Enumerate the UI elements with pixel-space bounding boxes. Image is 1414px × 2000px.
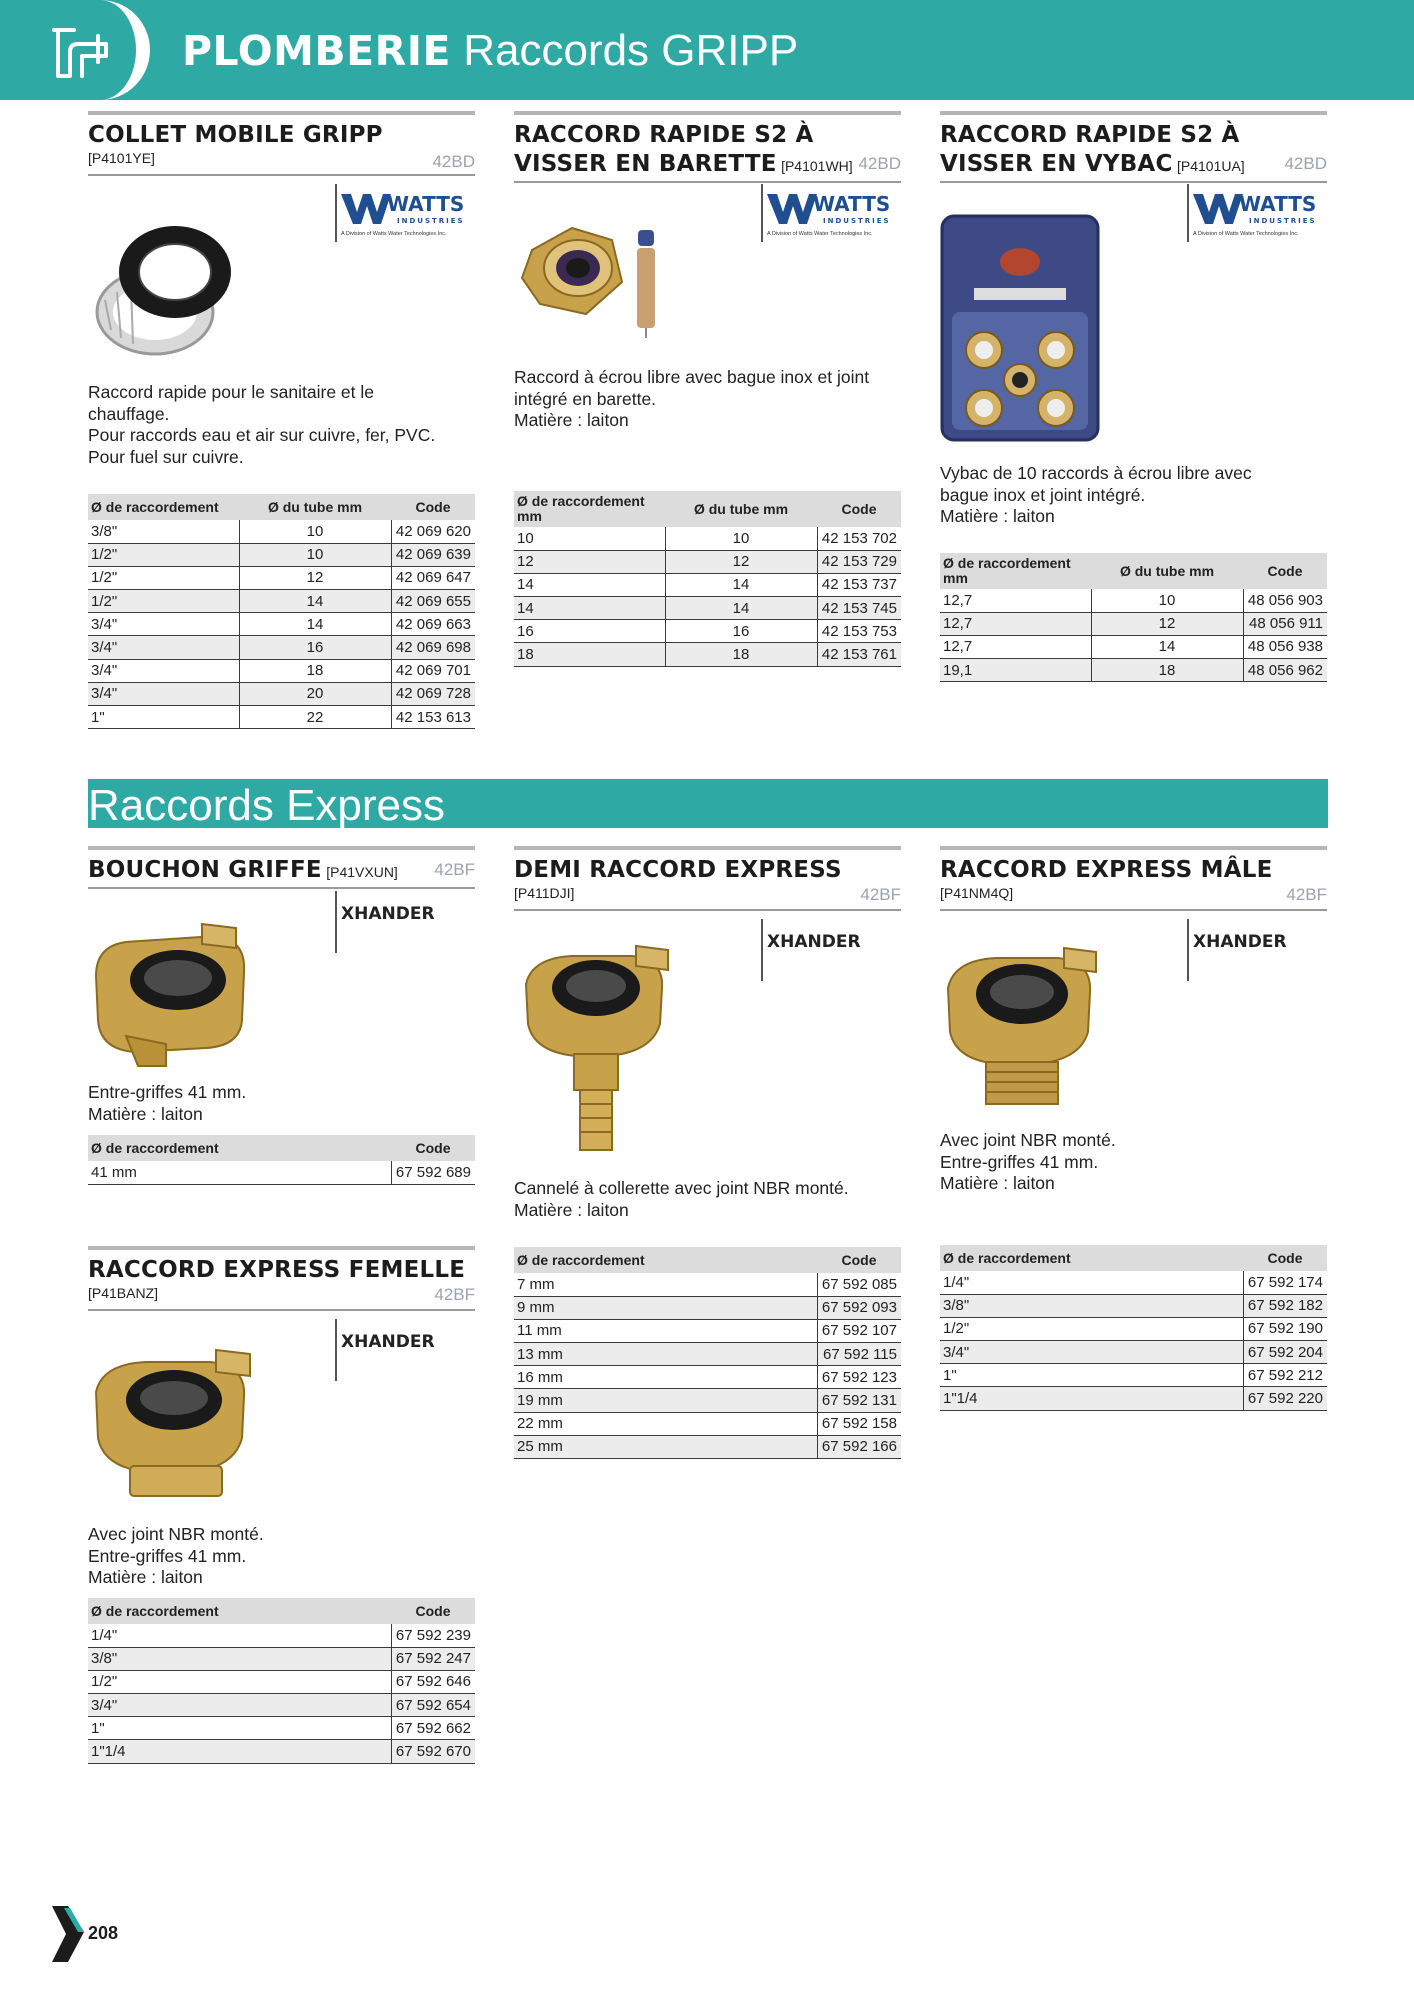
- product-description: [88, 1524, 475, 1589]
- code-cell: 67 592 204: [1243, 1341, 1327, 1364]
- connection-cell: 16: [514, 620, 665, 643]
- connection-cell: 1": [88, 1717, 391, 1740]
- watts-tag: A Division of Watts Water Technologies Inc.: [1193, 231, 1299, 237]
- raccord-male-image: [938, 944, 1108, 1114]
- col-header: Code: [817, 1247, 901, 1273]
- spec-table-male: [940, 1245, 1327, 1411]
- header-subtitle: Raccords GRIPP: [463, 26, 799, 75]
- col-header: Ø de raccordement mm: [514, 491, 665, 527]
- table-row: [940, 635, 1327, 658]
- product-ref: [P41VXUN]: [326, 864, 398, 880]
- table-row: [514, 1412, 901, 1435]
- product-code: 42BF: [1286, 885, 1327, 904]
- table-row: [940, 612, 1327, 635]
- desc-line: Raccord rapide pour le sanitaire et le: [88, 382, 374, 402]
- code-cell: 48 056 903: [1243, 589, 1327, 612]
- table-row: [88, 613, 475, 636]
- code-cell: 67 592 123: [817, 1366, 901, 1389]
- header-category: PLOMBERIE: [182, 27, 451, 75]
- code-cell: 67 592 131: [817, 1389, 901, 1412]
- desc-line: Matière : laiton: [514, 410, 629, 430]
- table-row: [514, 1389, 901, 1412]
- col-header: Code: [1243, 553, 1327, 589]
- connection-cell: 1/2": [940, 1317, 1243, 1340]
- tube-cell: 14: [665, 573, 817, 596]
- col-header: Code: [1243, 1245, 1327, 1271]
- divider: [514, 909, 901, 911]
- table-row: [940, 1294, 1327, 1317]
- code-cell: 42 153 761: [817, 643, 901, 666]
- table-row: [88, 1670, 475, 1693]
- code-cell: 67 592 654: [391, 1694, 475, 1717]
- code-cell: 42 153 737: [817, 573, 901, 596]
- table-row: [940, 589, 1327, 612]
- product-collet-mobile-gripp: [88, 111, 475, 176]
- pipe-icon: [52, 22, 114, 82]
- product-code: 42BF: [434, 1285, 475, 1304]
- desc-line: Entre-griffes 41 mm.: [88, 1545, 247, 1566]
- tube-cell: 20: [239, 682, 391, 705]
- watts-logo: [1187, 184, 1327, 242]
- product-title: BOUCHON GRIFFE: [88, 857, 322, 883]
- table-row: [88, 1161, 475, 1184]
- connection-cell: 3/8": [940, 1294, 1243, 1317]
- product-raccord-express-femelle: [88, 1246, 475, 1311]
- tube-cell: 10: [665, 527, 817, 550]
- table-row: [88, 590, 475, 613]
- product-code: 42BF: [860, 885, 901, 904]
- connection-cell: 3/4": [88, 613, 239, 636]
- col-header: Code: [391, 1135, 475, 1161]
- page-header: [0, 0, 1414, 100]
- product-title-line2: VISSER EN BARETTE: [514, 151, 777, 177]
- tube-cell: 22: [239, 706, 391, 729]
- tube-cell: 12: [1091, 612, 1243, 635]
- table-row: [514, 1319, 901, 1342]
- xhander-logo: [1187, 919, 1327, 981]
- desc-line: bague inox et joint intégré.: [940, 484, 1146, 505]
- xhander-logo: [761, 919, 901, 981]
- product-code: 42BD: [1284, 154, 1327, 173]
- code-cell: 67 592 239: [391, 1624, 475, 1647]
- header-icon-box: [0, 0, 150, 100]
- table-row: [940, 1341, 1327, 1364]
- divider: [88, 1246, 475, 1250]
- code-cell: 48 056 938: [1243, 635, 1327, 658]
- code-cell: 42 153 745: [817, 597, 901, 620]
- code-cell: 42 153 729: [817, 550, 901, 573]
- code-cell: 42 069 663: [391, 613, 475, 636]
- product-description: [88, 1082, 475, 1125]
- code-cell: 67 592 158: [817, 1412, 901, 1435]
- col-header: Ø de raccordement mm: [940, 553, 1091, 589]
- col-header: Ø de raccordement: [88, 1135, 391, 1161]
- watts-sub: INDUSTRIES: [823, 217, 891, 225]
- tube-cell: 18: [239, 659, 391, 682]
- connection-cell: 9 mm: [514, 1296, 817, 1319]
- code-cell: 67 592 670: [391, 1740, 475, 1763]
- desc-line: Avec joint NBR monté.: [940, 1130, 1116, 1150]
- col-header: Ø du tube mm: [665, 491, 817, 527]
- table-row: [514, 1296, 901, 1319]
- product-code: 42BD: [432, 152, 475, 171]
- watts-logo: [335, 184, 475, 242]
- divider: [940, 111, 1327, 115]
- connection-cell: 3/8": [88, 520, 239, 543]
- table-row: [88, 659, 475, 682]
- code-cell: 42 069 728: [391, 682, 475, 705]
- table-row: [88, 706, 475, 729]
- desc-line: Matière : laiton: [88, 1103, 203, 1124]
- product-ref: [P41BANZ]: [88, 1285, 159, 1301]
- connection-cell: 12: [514, 550, 665, 573]
- connection-cell: 3/4": [940, 1341, 1243, 1364]
- code-cell: 42 153 702: [817, 527, 901, 550]
- product-title: RACCORD RAPIDE S2 À: [940, 122, 1240, 148]
- raccord-femelle-image: [86, 1346, 266, 1506]
- connection-cell: 1/2": [88, 566, 239, 589]
- code-cell: 42 069 647: [391, 566, 475, 589]
- product-title: DEMI RACCORD EXPRESS: [514, 857, 842, 883]
- code-cell: 48 056 962: [1243, 659, 1327, 682]
- code-cell: 67 592 646: [391, 1670, 475, 1693]
- watts-tag: A Division of Watts Water Technologies Inc.: [767, 231, 873, 237]
- connection-cell: 14: [514, 597, 665, 620]
- code-cell: 42 069 698: [391, 636, 475, 659]
- tube-cell: 14: [665, 597, 817, 620]
- connection-cell: 1/4": [940, 1271, 1243, 1294]
- xhander-name: XHANDER: [1193, 932, 1287, 952]
- connection-cell: 19 mm: [514, 1389, 817, 1412]
- tube-cell: 18: [665, 643, 817, 666]
- divider: [514, 846, 901, 850]
- connection-cell: 1/4": [88, 1624, 391, 1647]
- connection-cell: 7 mm: [514, 1273, 817, 1296]
- watts-name: WATTS: [387, 192, 465, 216]
- code-cell: 67 592 166: [817, 1435, 901, 1458]
- xhander-name: XHANDER: [341, 904, 435, 924]
- connection-cell: 3/4": [88, 1694, 391, 1717]
- product-ref: [P41NM4Q]: [940, 885, 1014, 901]
- product-description: [514, 1178, 901, 1221]
- watts-tag: A Division of Watts Water Technologies Inc.: [341, 231, 447, 237]
- table-row: [88, 1717, 475, 1740]
- connection-cell: 12,7: [940, 635, 1091, 658]
- spec-table-barette: [514, 491, 901, 667]
- tube-cell: 16: [239, 636, 391, 659]
- code-cell: 67 592 182: [1243, 1294, 1327, 1317]
- divider: [88, 887, 475, 889]
- code-cell: 67 592 662: [391, 1717, 475, 1740]
- product-raccord-rapide-vybac: [940, 111, 1327, 183]
- product-ref: [P4101YE]: [88, 150, 155, 166]
- page-number: 208: [88, 1923, 119, 1943]
- code-cell: 42 153 753: [817, 620, 901, 643]
- product-title: COLLET MOBILE GRIPP: [88, 122, 383, 148]
- connection-cell: 10: [514, 527, 665, 550]
- desc-line: Cannelé à collerette avec joint NBR monté.: [514, 1178, 849, 1198]
- connection-cell: 3/8": [88, 1647, 391, 1670]
- desc-line: Avec joint NBR monté.: [88, 1524, 264, 1544]
- product-title: RACCORD RAPIDE S2 À: [514, 122, 814, 148]
- table-row: [514, 550, 901, 573]
- desc-line: Pour raccords eau et air sur cuivre, fer, PVC.: [88, 425, 436, 445]
- table-row: [940, 1364, 1327, 1387]
- product-ref: [P4101UA]: [1176, 158, 1245, 174]
- connection-cell: 1"1/4: [88, 1740, 391, 1763]
- code-cell: 67 592 107: [817, 1319, 901, 1342]
- bouchon-griffe-image: [86, 916, 256, 1076]
- spec-table-vybac: [940, 553, 1327, 682]
- tube-cell: 14: [239, 613, 391, 636]
- watts-name: WATTS: [1239, 192, 1317, 216]
- code-cell: 42 069 701: [391, 659, 475, 682]
- desc-line: Entre-griffes 41 mm.: [88, 1082, 247, 1102]
- divider: [88, 846, 475, 850]
- code-cell: 67 592 689: [391, 1161, 475, 1184]
- table-row: [514, 1273, 901, 1296]
- col-header: Ø de raccordement: [940, 1245, 1243, 1271]
- table-row: [88, 520, 475, 543]
- col-header: Ø du tube mm: [1091, 553, 1243, 589]
- connection-cell: 1/2": [88, 543, 239, 566]
- watts-logo: [761, 184, 901, 242]
- connection-cell: 12,7: [940, 612, 1091, 635]
- table-row: [514, 643, 901, 666]
- xhander-name: XHANDER: [767, 932, 861, 952]
- desc-line: Matière : laiton: [514, 1199, 629, 1220]
- watts-sub: INDUSTRIES: [397, 217, 465, 225]
- desc-line: Matière : laiton: [940, 506, 1055, 526]
- table-row: [88, 682, 475, 705]
- connection-cell: 19,1: [940, 659, 1091, 682]
- code-cell: 67 592 085: [817, 1273, 901, 1296]
- tube-cell: 14: [239, 590, 391, 613]
- connection-cell: 22 mm: [514, 1412, 817, 1435]
- raccord-barette-image: [512, 210, 682, 340]
- divider: [514, 111, 901, 115]
- code-cell: 42 069 655: [391, 590, 475, 613]
- code-cell: 67 592 093: [817, 1296, 901, 1319]
- desc-line: Entre-griffes 41 mm.: [940, 1151, 1099, 1172]
- code-cell: 42 153 613: [391, 706, 475, 729]
- tube-cell: 10: [239, 520, 391, 543]
- code-cell: 67 592 115: [817, 1343, 901, 1366]
- xhander-logo: [335, 891, 475, 953]
- desc-line: Matière : laiton: [88, 1567, 203, 1587]
- product-description: [514, 367, 901, 432]
- demi-raccord-image: [512, 944, 682, 1159]
- col-header: Code: [817, 491, 901, 527]
- connection-cell: 14: [514, 573, 665, 596]
- connection-cell: 1/2": [88, 1670, 391, 1693]
- divider: [88, 111, 475, 115]
- table-row: [514, 573, 901, 596]
- product-title: RACCORD EXPRESS MÂLE: [940, 857, 1273, 883]
- product-demi-raccord-express: [514, 846, 901, 911]
- connection-cell: 16 mm: [514, 1366, 817, 1389]
- product-title: RACCORD EXPRESS FEMELLE: [88, 1257, 466, 1283]
- watts-sub: INDUSTRIES: [1249, 217, 1317, 225]
- page-arrow-icon: [50, 1904, 86, 1966]
- connection-cell: 25 mm: [514, 1435, 817, 1458]
- table-row: [514, 620, 901, 643]
- product-description: [940, 1130, 1327, 1195]
- product-description: [88, 382, 475, 468]
- product-ref: [P4101WH]: [781, 158, 853, 174]
- collet-mobile-image: [85, 212, 235, 372]
- desc-line: Vybac de 10 raccords à écrou libre avec: [940, 463, 1252, 483]
- desc-line: chauffage.: [88, 403, 170, 424]
- connection-cell: 18: [514, 643, 665, 666]
- table-row: [88, 1624, 475, 1647]
- table-row: [940, 659, 1327, 682]
- col-header: Code: [391, 494, 475, 520]
- table-row: [88, 1740, 475, 1763]
- watts-name: WATTS: [813, 192, 891, 216]
- spec-table-bouchon: [88, 1135, 475, 1185]
- table-row: [514, 1366, 901, 1389]
- tube-cell: 18: [1091, 659, 1243, 682]
- product-title-line2: VISSER EN VYBAC: [940, 151, 1173, 177]
- code-cell: 48 056 911: [1243, 612, 1327, 635]
- tube-cell: 12: [239, 566, 391, 589]
- col-header: Ø de raccordement: [514, 1247, 817, 1273]
- code-cell: 42 069 639: [391, 543, 475, 566]
- col-header: Ø de raccordement: [88, 1598, 391, 1624]
- product-raccord-express-male: [940, 846, 1327, 911]
- product-raccord-rapide-barette: [514, 111, 901, 183]
- connection-cell: 41 mm: [88, 1161, 391, 1184]
- code-cell: 42 069 620: [391, 520, 475, 543]
- connection-cell: 1/2": [88, 590, 239, 613]
- xhander-name: XHANDER: [341, 1332, 435, 1352]
- table-row: [514, 1343, 901, 1366]
- page-title: [182, 26, 798, 76]
- code-cell: 67 592 212: [1243, 1364, 1327, 1387]
- divider: [940, 846, 1327, 850]
- connection-cell: 3/4": [88, 636, 239, 659]
- table-row: [88, 1694, 475, 1717]
- desc-line: Matière : laiton: [940, 1173, 1055, 1193]
- table-row: [514, 527, 901, 550]
- vybac-pack-image: [938, 212, 1102, 444]
- connection-cell: 13 mm: [514, 1343, 817, 1366]
- tube-cell: 10: [239, 543, 391, 566]
- connection-cell: 1": [940, 1364, 1243, 1387]
- desc-line: Pour fuel sur cuivre.: [88, 446, 244, 467]
- connection-cell: 11 mm: [514, 1319, 817, 1342]
- product-description: [940, 463, 1327, 528]
- col-header: Ø du tube mm: [239, 494, 391, 520]
- product-ref: [P411DJI]: [514, 885, 575, 901]
- tube-cell: 12: [665, 550, 817, 573]
- product-code: 42BF: [434, 860, 475, 879]
- connection-cell: 3/4": [88, 682, 239, 705]
- tube-cell: 10: [1091, 589, 1243, 612]
- tube-cell: 14: [1091, 635, 1243, 658]
- desc-line: intégré en barette.: [514, 388, 657, 409]
- divider: [940, 909, 1327, 911]
- connection-cell: 12,7: [940, 589, 1091, 612]
- divider: [940, 181, 1327, 183]
- table-row: [940, 1387, 1327, 1410]
- table-row: [88, 1647, 475, 1670]
- spec-table-femelle: [88, 1598, 475, 1764]
- section-heading: [88, 779, 1328, 828]
- section-title: Raccords Express: [88, 781, 446, 830]
- divider: [88, 1309, 475, 1311]
- connection-cell: 1"1/4: [940, 1387, 1243, 1410]
- table-row: [940, 1271, 1327, 1294]
- spec-table-demi: [514, 1247, 901, 1459]
- table-row: [88, 566, 475, 589]
- connection-cell: 3/4": [88, 659, 239, 682]
- table-row: [88, 543, 475, 566]
- code-cell: 67 592 220: [1243, 1387, 1327, 1410]
- divider: [514, 181, 901, 183]
- code-cell: 67 592 247: [391, 1647, 475, 1670]
- desc-line: Raccord à écrou libre avec bague inox et joint: [514, 367, 870, 387]
- table-row: [514, 597, 901, 620]
- table-row: [940, 1317, 1327, 1340]
- product-code: 42BD: [858, 154, 901, 173]
- tube-cell: 16: [665, 620, 817, 643]
- product-bouchon-griffe: [88, 846, 475, 889]
- col-header: Code: [391, 1598, 475, 1624]
- table-row: [88, 636, 475, 659]
- table-row: [514, 1435, 901, 1458]
- divider: [88, 174, 475, 176]
- code-cell: 67 592 174: [1243, 1271, 1327, 1294]
- xhander-logo: [335, 1319, 475, 1381]
- spec-table-collet: [88, 494, 475, 729]
- col-header: Ø de raccordement: [88, 494, 239, 520]
- connection-cell: 1": [88, 706, 239, 729]
- code-cell: 67 592 190: [1243, 1317, 1327, 1340]
